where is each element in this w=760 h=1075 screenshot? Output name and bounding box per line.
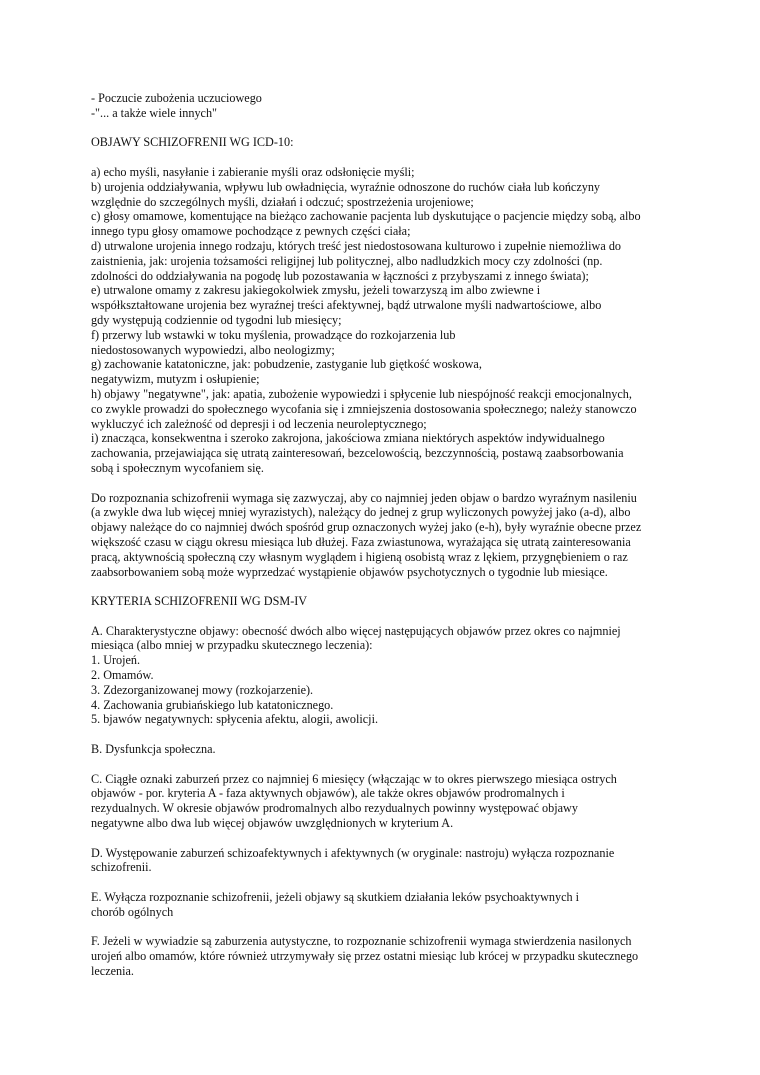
icd-line: d) utrwalone urojenia innego rodzaju, których treść jest niedostosowana kulturowo i zupełnie niemożliwa do <box>91 238 622 253</box>
criterion-c-line: objawów - por. kryteria A - faza aktywnych objawów), ale także okres objawów prodromalnych i <box>91 786 565 801</box>
criterion-f-line: F. Jeżeli w wywiadzie są zaburzenia autystyczne, to rozpoznanie schizofrenii wymaga stwierdzenia nasilonych <box>91 934 632 949</box>
intro-line: -"... a także wiele innych" <box>91 105 218 120</box>
criterion-c-line: rezydualnych. W okresie objawów prodromalnych albo rezydualnych powinny występować objawy <box>91 801 578 816</box>
diagnosis-line: (a zwykle dwa lub więcej mniej wyrazistych), należący do jednej z grup wyliczonych powyżej jako (a-d), albo <box>91 505 631 520</box>
criterion-a <box>91 624 671 728</box>
icd-line: zaistnienia, jak: urojenia tożsamości religijnej lub politycznej, albo nadludzkich mocy czy zdolności (np. <box>91 253 603 268</box>
criterion-a-list-item: 2. Omamów. <box>91 668 154 683</box>
diagnosis-line: pracą, aktywnością społeczną czy własnym wyglądem i higieną osobistą wraz z lękiem, przygnębieniem o raz <box>91 549 628 564</box>
intro-list <box>91 91 671 121</box>
criterion-e-line: chorób ogólnych <box>91 904 174 919</box>
diagnosis-line: Do rozpoznania schizofrenii wymaga się zazwyczaj, aby co najmniej jeden objaw o bardzo wyraźnym nasileniu <box>91 490 637 505</box>
icd-symptoms-paragraph <box>91 165 671 476</box>
criterion-c-line: C. Ciągłe oznaki zaburzeń przez co najmniej 6 miesięcy (włączając w to okres pierwszego miesiąca ostrych <box>91 771 617 786</box>
icd-line: b) urojenia oddziaływania, wpływu lub owładnięcia, wyraźnie odnoszone do ruchów ciała lub kończyny <box>91 179 601 194</box>
icd-line: gdy występują codziennie od tygodni lub miesięcy; <box>91 312 342 327</box>
icd-line: zdolności do oddziaływania na pogodę lub pozostawania w łączności z przybyszami z innego świata); <box>91 268 589 283</box>
criterion-c-line: negatywne albo dwa lub więcej objawów uwzględnionych w kryterium A. <box>91 816 454 831</box>
criterion-d-line: D. Występowanie zaburzeń schizoafektywnych i afektywnych (w oryginale: nastroju) wyłącza rozpoznanie <box>91 845 615 860</box>
criterion-d <box>91 846 671 876</box>
diagnosis-line: zaabsorbowaniem sobą może wyprzedzać wystąpienie objawów psychotycznych o tygodnie lub miesiące. <box>91 564 608 579</box>
criterion-f-line: leczenia. <box>91 964 134 979</box>
criterion-f <box>91 934 671 978</box>
criterion-a-list-item: 5. bjawów negatywnych: spłycenia afektu, alogii, awolicji. <box>91 712 379 727</box>
icd-line: współkształtowane urojenia bez wyraźnej treści afektywnej, bądź utrwalone myśli nadwartościowe, albo <box>91 298 602 313</box>
icd-line: zachowania, przejawiająca się utratą zainteresowań, bezcelowością, bezczynnością, postawą zaabsorbowania <box>91 446 624 461</box>
icd-line: innego typu głosy omamowe pochodzące z pewnych części ciała; <box>91 224 411 239</box>
diagnosis-line: większość czasu w ciągu okresu miesiąca lub dłużej. Faza zwiastunowa, wyrażająca się utratą zainteresowania <box>91 534 631 549</box>
dsm-heading: KRYTERIA SCHIZOFRENII WG DSM-IV <box>91 594 308 609</box>
intro-line: - Poczucie zubożenia uczuciowego <box>91 91 262 105</box>
icd-line: wykluczyć ich zależność od depresji i od leczenia neuroleptycznego; <box>91 416 427 431</box>
criterion-b-line: B. Dysfunkcja społeczna. <box>91 742 216 757</box>
icd-line: i) znacząca, konsekwentna i szeroko zakrojona, jakościowa zmiana niektórych aspektów indywidualnego <box>91 431 605 446</box>
icd-line: sobą i społecznym wycofaniem się. <box>91 460 264 475</box>
icd-line: f) przerwy lub wstawki w toku myślenia, prowadzące do rozkojarzenia lub <box>91 327 456 342</box>
icd-line: niedostosowanych wypowiedzi, albo neologizmy; <box>91 342 335 357</box>
icd-line: c) głosy omamowe, komentujące na bieżąco zachowanie pacjenta lub dyskutujące o pacjencie między sobą, albo <box>91 209 641 224</box>
criterion-b <box>91 742 671 757</box>
criterion-f-line: urojeń albo omamów, które również utrzymywały się przez ostatni miesiąc lub krócej w przypadku skutecznego <box>91 949 639 964</box>
criterion-a-line: miesiąca (albo mniej w przypadku skutecznego leczenia): <box>91 638 373 653</box>
icd-line: h) objawy "negatywne", jak: apatia, zubożenie wypowiedzi i spłycenie lub niespójność reakcji emocjonalnych, <box>91 386 632 401</box>
criterion-e <box>91 890 671 920</box>
criterion-a-list-item: 1. Urojeń. <box>91 653 141 668</box>
criterion-a-list-item: 3. Zdezorganizowanej mowy (rozkojarzenie). <box>91 682 314 697</box>
icd-line: względnie do szczególnych myśli, działań i odczuć; spostrzeżenia urojeniowe; <box>91 194 474 209</box>
diagnosis-line: objawy należące do co najmniej dwóch spośród grup oznaczonych wyżej jako (e-h), były wyraźnie obecne przez <box>91 520 642 535</box>
document-page <box>91 91 671 979</box>
icd-line: co zwykle prowadzi do społecznego wycofania się i zmniejszenia dostosowania społecznego; należy stanowczo <box>91 401 637 416</box>
diagnosis-paragraph <box>91 491 671 580</box>
icd-heading: OBJAWY SCHIZOFRENII WG ICD-10: <box>91 135 294 150</box>
criterion-e-line: E. Wyłącza rozpoznanie schizofrenii, jeżeli objawy są skutkiem działania leków psychoaktywnych i <box>91 890 580 905</box>
icd-line: e) utrwalone omamy z zakresu jakiegokolwiek zmysłu, jeżeli towarzyszą im albo zwiewne i <box>91 283 541 298</box>
criterion-d-line: schizofrenii. <box>91 860 152 875</box>
criterion-a-list-item: 4. Zachowania grubiańskiego lub katatonicznego. <box>91 697 334 712</box>
icd-line: negatywizm, mutyzm i osłupienie; <box>91 372 260 387</box>
icd-line: a) echo myśli, nasyłanie i zabieranie myśli oraz odsłonięcie myśli; <box>91 164 415 179</box>
icd-line: g) zachowanie katatoniczne, jak: pobudzenie, zastyganie lub giętkość woskowa, <box>91 357 482 372</box>
criterion-c <box>91 772 671 831</box>
criterion-a-line: A. Charakterystyczne objawy: obecność dwóch albo więcej następujących objawów przez okres co najmniej <box>91 623 621 638</box>
